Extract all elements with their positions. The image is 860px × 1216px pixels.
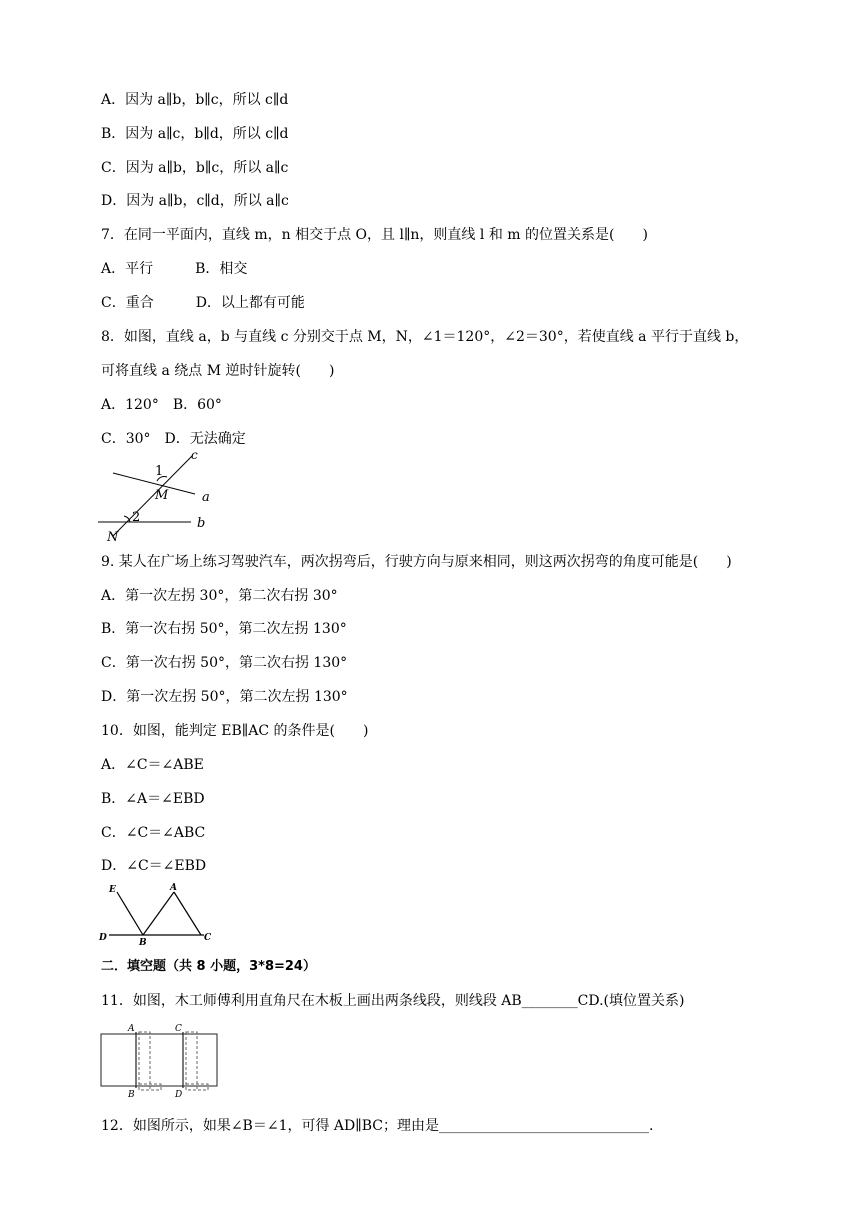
q9-option-b: B．第一次右拐 50°，第二次左拐 130°: [101, 621, 347, 637]
label-D: D: [99, 933, 107, 943]
label-c: c: [191, 448, 198, 462]
q6-option-a: A．因为 a∥b，b∥c，所以 c∥d: [101, 92, 289, 108]
q8-options-row1: A．120° B．60°: [101, 397, 222, 413]
q9-option-a: A．第一次左拐 30°，第二次右拐 30°: [101, 588, 338, 604]
label-2: 2: [132, 510, 141, 525]
q7-options-row1: A．平行 B．相交: [101, 261, 248, 277]
q11-figure: [95, 1022, 225, 1098]
label-B: B: [139, 938, 147, 946]
q10-option-c: C．∠C＝∠ABC: [101, 825, 206, 841]
segment-eb: [117, 892, 143, 935]
section-2-title: 二．填空题（共 8 小题，3*8=24）: [101, 959, 316, 974]
label-D: D: [175, 1090, 183, 1098]
label-B: B: [128, 1090, 135, 1098]
segment-ab: [143, 892, 174, 935]
q6-option-d: D．因为 a∥b，c∥d，所以 a∥c: [101, 193, 289, 209]
q10-option-b: B．∠A＝∠EBD: [101, 791, 205, 807]
q8-options-row2: C．30° D．无法确定: [101, 431, 246, 447]
q10-option-d: D．∠C＝∠EBD: [101, 858, 207, 874]
board: [101, 1034, 217, 1086]
q9-option-c: C．第一次右拐 50°，第二次右拐 130°: [101, 655, 348, 671]
label-a: a: [202, 490, 210, 505]
label-N: N: [107, 530, 119, 542]
q6-option-c: C．因为 a∥b，b∥c，所以 a∥c: [101, 160, 289, 176]
q10-stem: 10．如图，能判定 EB∥AC 的条件是( ): [101, 723, 369, 739]
square-ruler-right: [186, 1032, 197, 1090]
q11-stem: 11．如图，木工师傅利用直角尺在木板上画出两条线段，则线段 AB________CD.(填位置关系): [101, 993, 685, 1009]
angle-2-arc: [124, 516, 130, 522]
q12-stem: 12．如图所示，如果∠B＝∠1，可得 AD∥BC；理由是______________________________.: [101, 1118, 654, 1134]
q9-stem: 9. 某人在广场上练习驾驶汽车，两次拐弯后，行驶方向与原来相同，则这两次拐弯的角度可能是( ): [101, 554, 732, 570]
label-C: C: [175, 1024, 182, 1034]
segment-ac: [174, 892, 201, 935]
q7-stem: 7．在同一平面内，直线 m，n 相交于点 O，且 l∥n，则直线 l 和 m 的位置关系是( ): [101, 227, 648, 243]
label-C: C: [204, 933, 212, 943]
q8-stem-line2: 可将直线 a 绕点 M 逆时针旋转( ): [101, 363, 335, 379]
label-A: A: [128, 1024, 135, 1034]
label-1: 1: [155, 464, 164, 479]
q6-option-b: B．因为 a∥c，b∥d，所以 c∥d: [101, 126, 289, 142]
square-ruler-left: [139, 1032, 150, 1090]
q8-figure: [95, 446, 225, 542]
line-a: [113, 473, 195, 494]
q7-options-row2: C．重合 D．以上都有可能: [101, 295, 305, 311]
q9-option-d: D．第一次左拐 50°，第二次左拐 130°: [101, 689, 348, 705]
line-c: [113, 456, 192, 536]
label-b: b: [197, 516, 206, 531]
label-A: A: [170, 883, 177, 893]
q10-option-a: A．∠C＝∠ABE: [101, 757, 204, 773]
label-E: E: [109, 885, 116, 895]
q10-figure: [95, 880, 220, 946]
label-M: M: [155, 488, 169, 503]
q8-stem-line1: 8．如图，直线 a，b 与直线 c 分别交于点 M，N，∠1＝120°，∠2＝30°，若使直线 a 平行于直线 b，: [101, 329, 749, 345]
